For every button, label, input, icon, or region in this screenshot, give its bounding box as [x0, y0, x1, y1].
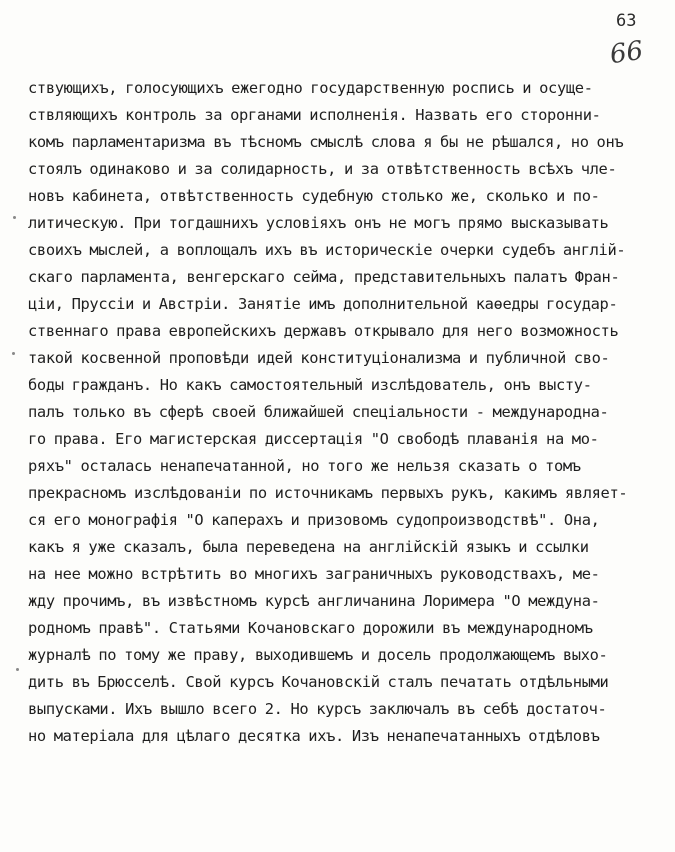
text-line: ственнаго права европейскихъ державъ открывало для него возможность [28, 322, 619, 340]
text-line: какъ я уже сказалъ, была переведена на англійскій языкъ и ссылки [28, 538, 589, 556]
text-line: ствующихъ, голосующихъ ежегодно государственную роспись и осуще- [28, 79, 593, 97]
text-line: но матеріала для цѣлаго десятка ихъ. Изъ ненапечатанныхъ отдѣловъ [28, 727, 600, 745]
page-number: 63 [616, 11, 637, 31]
text-line: комъ парламентаризма въ тѣсномъ смыслѣ слова я бы не рѣшался, но онъ [28, 133, 624, 151]
text-line: такой косвенной проповѣди идей конституціонализма и публичной сво- [28, 349, 610, 367]
text-line: ціи, Пруссіи и Австріи. Занятіе имъ дополнительной каѳедры государ- [28, 295, 618, 313]
text-line: стоялъ одинаково и за солидарность, и за отвѣтственность всѣхъ чле- [28, 160, 617, 178]
text-line: родномъ правѣ". Статьями Кочановскаго дорожили въ международномъ [28, 619, 593, 637]
text-line: ствляющихъ контроль за органами исполненія. Назвать его сторонни- [28, 106, 601, 124]
text-line: на нее можно встрѣтить во многихъ заграничныхъ руководствахъ, ме- [28, 565, 600, 583]
text-line: своихъ мыслей, а воплощалъ ихъ въ историческіе очерки судебъ англій- [28, 241, 626, 259]
paper-speck [13, 216, 16, 219]
text-line: литическую. При тогдашнихъ условіяхъ онъ не могъ прямо высказывать [28, 214, 609, 232]
text-line: го права. Его магистерская диссертація "О свободѣ плаванія на мо- [28, 430, 599, 448]
handwritten-page-number: 66 [608, 35, 646, 71]
text-line: прекрасномъ изслѣдованіи по источникамъ первыхъ рукъ, какимъ являет- [28, 484, 628, 502]
paper-speck [16, 668, 19, 671]
typewritten-text [28, 75, 672, 750]
text-line: ся его монографія "О каперахъ и призовомъ судопроизводствѣ". Она, [28, 511, 600, 529]
text-line: журналѣ по тому же праву, выходившемъ и досель продолжающемъ выхо- [28, 646, 608, 664]
text-line: палъ только въ сферѣ своей ближайшей спеціальности - международна- [28, 403, 609, 421]
text-line: ряхъ" осталась ненапечатанной, но того же нельзя сказать о томъ [28, 457, 581, 475]
text-line: скаго парламента, венгерскаго сейма, представительныхъ палатъ Фран- [28, 268, 620, 286]
text-line: новъ кабинета, отвѣтственность судебную столько же, сколько и по- [28, 187, 600, 205]
text-line: жду прочимъ, въ извѣстномъ курсѣ англичанина Лоримера "О междуна- [28, 592, 600, 610]
text-line: дить въ Брюсселѣ. Свой курсъ Кочановскій сталъ печатать отдѣльными [28, 673, 609, 691]
paper-speck [12, 352, 15, 355]
text-line: выпусками. Ихъ вышло всего 2. Но курсъ заключалъ въ себѣ достаточ- [28, 700, 607, 718]
text-line: боды гражданъ. Но какъ самостоятельный изслѣдователь, онъ высту- [28, 376, 592, 394]
